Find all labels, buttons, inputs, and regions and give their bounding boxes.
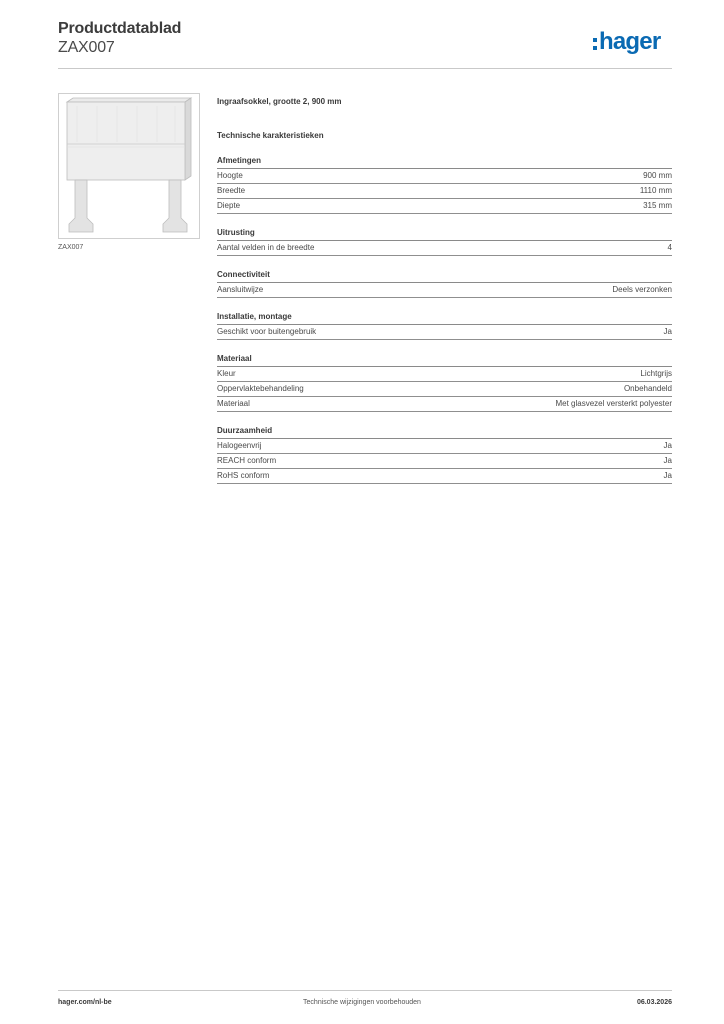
logo-colon-icon [593,38,597,50]
spec-row [217,382,672,397]
spec-label: Halogeenvrij [217,441,262,450]
logo-text: hager [599,28,661,55]
spec-row [217,169,672,184]
spec-row [217,325,672,340]
spec-row [217,184,672,199]
spec-row [217,454,672,469]
section-title: Duurzaamheid [217,425,672,439]
spec-row [217,397,672,412]
spec-value: Ja [663,441,672,450]
footer-website-link[interactable]: hager.com/nl-be [58,999,112,1006]
spec-value: 315 mm [643,201,672,210]
spec-value: 4 [667,243,672,252]
spec-row [217,241,672,256]
section-title: Installatie, montage [217,311,672,325]
spec-value: Lichtgrijs [640,369,672,378]
spec-row [217,367,672,382]
footer-divider [58,990,672,991]
footer-disclaimer: Technische wijzigingen voorbehouden [303,999,421,1006]
product-image-caption: ZAX007 [58,244,84,251]
spec-value: Onbehandeld [623,384,672,393]
spec-row [217,199,672,214]
spec-label: Hoogte [217,171,243,180]
spec-label: Breedte [217,186,246,195]
product-image [58,93,200,239]
section-title: Materiaal [217,353,672,367]
spec-value: Ja [663,456,672,465]
page-title: Productdatablad [58,20,182,37]
spec-section-uitrusting [217,227,672,256]
product-code: ZAX007 [58,39,115,56]
spec-section-materiaal [217,353,672,412]
floor-plinth-illustration [59,94,199,238]
spec-section-installatie [217,311,672,340]
spec-section-duurzaamheid [217,425,672,484]
spec-value: Deels verzonken [612,285,672,294]
spec-label: REACH conform [217,456,277,465]
spec-value: Met glasvezel versterkt polyester [555,399,672,408]
spec-value: 1110 mm [639,186,672,195]
product-name: Ingraafsokkel, grootte 2, 900 mm [217,97,342,106]
section-title: Afmetingen [217,155,672,169]
spec-row [217,469,672,484]
header-divider [58,68,672,69]
spec-row [217,439,672,454]
spec-label: Oppervlaktebehandeling [217,384,304,393]
spec-label: Aantal velden in de breedte [217,243,315,252]
spec-value: Ja [663,471,672,480]
section-title: Uitrusting [217,227,672,241]
spec-section-connectiviteit [217,269,672,298]
hager-logo [593,27,660,57]
spec-row [217,283,672,298]
spec-label: RoHS conform [217,471,270,480]
spec-value: Ja [663,327,672,336]
spec-value: 900 mm [643,171,672,180]
section-title: Connectiviteit [217,269,672,283]
footer-date: 06.03.2026 [636,999,672,1006]
product-specs [217,96,672,484]
spec-label: Diepte [217,201,241,210]
spec-label: Kleur [217,369,236,378]
tech-heading: Technische karakteristieken [217,131,324,140]
spec-label: Geschikt voor buitengebruik [217,327,317,336]
spec-label: Materiaal [217,399,250,408]
spec-label: Aansluitwijze [217,285,264,294]
spec-section-afmetingen [217,155,672,214]
